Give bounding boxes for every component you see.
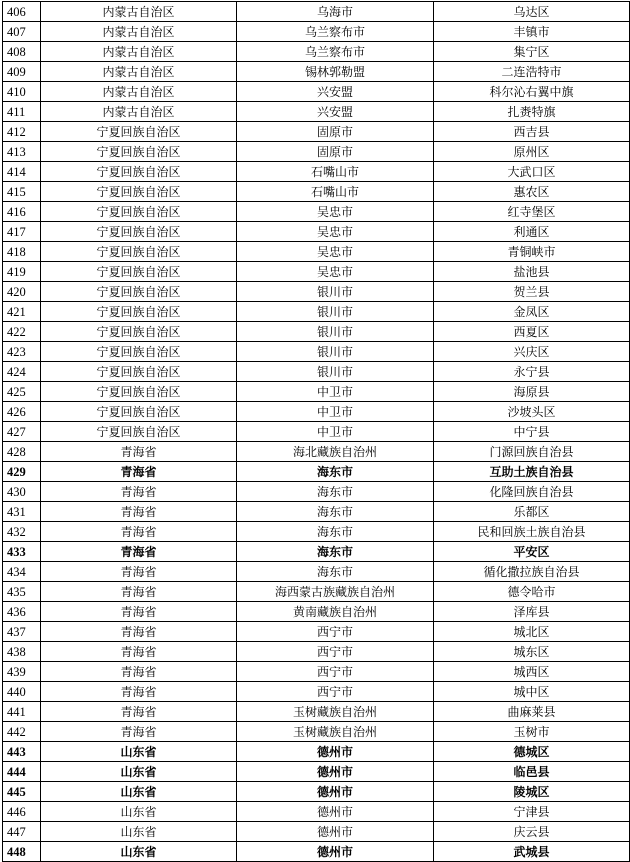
city-cell: 银川市 (237, 342, 434, 362)
province-cell: 山东省 (41, 802, 237, 822)
county-cell: 德城区 (434, 742, 630, 762)
province-cell: 青海省 (41, 602, 237, 622)
table-row (3, 482, 630, 502)
table-row (3, 42, 630, 62)
table-row (3, 822, 630, 842)
row-number-cell: 443 (3, 742, 41, 762)
city-cell: 海北藏族自治州 (237, 442, 434, 462)
row-number-cell: 441 (3, 702, 41, 722)
city-cell: 石嘴山市 (237, 162, 434, 182)
table-row (3, 222, 630, 242)
city-cell: 乌兰察布市 (237, 42, 434, 62)
county-cell: 盐池县 (434, 262, 630, 282)
province-cell: 山东省 (41, 822, 237, 842)
city-cell: 西宁市 (237, 662, 434, 682)
row-number-cell: 420 (3, 282, 41, 302)
row-number-cell: 421 (3, 302, 41, 322)
table-row (3, 722, 630, 742)
county-cell: 乌达区 (434, 2, 630, 22)
city-cell: 银川市 (237, 282, 434, 302)
city-cell: 海东市 (237, 502, 434, 522)
county-cell: 循化撒拉族自治县 (434, 562, 630, 582)
row-number-cell: 406 (3, 2, 41, 22)
row-number-cell: 415 (3, 182, 41, 202)
county-cell: 沙坡头区 (434, 402, 630, 422)
county-cell: 曲麻莱县 (434, 702, 630, 722)
province-cell: 青海省 (41, 662, 237, 682)
county-cell: 庆云县 (434, 822, 630, 842)
city-cell: 固原市 (237, 122, 434, 142)
province-cell: 青海省 (41, 542, 237, 562)
county-cell: 原州区 (434, 142, 630, 162)
city-cell: 德州市 (237, 742, 434, 762)
city-cell: 海东市 (237, 542, 434, 562)
city-cell: 德州市 (237, 782, 434, 802)
row-number-cell: 412 (3, 122, 41, 142)
county-cell: 青铜峡市 (434, 242, 630, 262)
county-cell: 金凤区 (434, 302, 630, 322)
city-cell: 中卫市 (237, 422, 434, 442)
row-number-cell: 422 (3, 322, 41, 342)
table-row (3, 402, 630, 422)
city-cell: 玉树藏族自治州 (237, 722, 434, 742)
county-cell: 西吉县 (434, 122, 630, 142)
row-number-cell: 413 (3, 142, 41, 162)
row-number-cell: 439 (3, 662, 41, 682)
city-cell: 银川市 (237, 322, 434, 342)
province-cell: 宁夏回族自治区 (41, 262, 237, 282)
province-cell: 青海省 (41, 442, 237, 462)
row-number-cell: 407 (3, 22, 41, 42)
row-number-cell: 428 (3, 442, 41, 462)
province-cell: 内蒙古自治区 (41, 42, 237, 62)
county-cell: 永宁县 (434, 362, 630, 382)
table-row (3, 62, 630, 82)
province-cell: 内蒙古自治区 (41, 102, 237, 122)
city-cell: 银川市 (237, 302, 434, 322)
province-cell: 内蒙古自治区 (41, 82, 237, 102)
row-number-cell: 418 (3, 242, 41, 262)
province-cell: 青海省 (41, 622, 237, 642)
table-row (3, 242, 630, 262)
county-cell: 西夏区 (434, 322, 630, 342)
city-cell: 西宁市 (237, 682, 434, 702)
county-cell: 二连浩特市 (434, 62, 630, 82)
county-cell: 民和回族土族自治县 (434, 522, 630, 542)
city-cell: 海东市 (237, 562, 434, 582)
table-row (3, 842, 630, 862)
city-cell: 银川市 (237, 362, 434, 382)
row-number-cell: 429 (3, 462, 41, 482)
province-cell: 青海省 (41, 462, 237, 482)
row-number-cell: 424 (3, 362, 41, 382)
row-number-cell: 440 (3, 682, 41, 702)
province-cell: 宁夏回族自治区 (41, 242, 237, 262)
row-number-cell: 436 (3, 602, 41, 622)
table-row (3, 122, 630, 142)
county-cell: 贺兰县 (434, 282, 630, 302)
county-cell: 城东区 (434, 642, 630, 662)
county-cell: 利通区 (434, 222, 630, 242)
table-row (3, 602, 630, 622)
city-cell: 海东市 (237, 462, 434, 482)
province-cell: 青海省 (41, 522, 237, 542)
row-number-cell: 434 (3, 562, 41, 582)
city-cell: 吴忠市 (237, 262, 434, 282)
table-row (3, 422, 630, 442)
row-number-cell: 417 (3, 222, 41, 242)
province-cell: 宁夏回族自治区 (41, 122, 237, 142)
row-number-cell: 446 (3, 802, 41, 822)
table-row (3, 82, 630, 102)
city-cell: 中卫市 (237, 382, 434, 402)
row-number-cell: 431 (3, 502, 41, 522)
province-cell: 青海省 (41, 582, 237, 602)
province-cell: 山东省 (41, 762, 237, 782)
row-number-cell: 409 (3, 62, 41, 82)
table-row (3, 682, 630, 702)
table-row (3, 162, 630, 182)
province-cell: 宁夏回族自治区 (41, 342, 237, 362)
table-row (3, 142, 630, 162)
row-number-cell: 432 (3, 522, 41, 542)
province-cell: 内蒙古自治区 (41, 22, 237, 42)
row-number-cell: 419 (3, 262, 41, 282)
table-row (3, 662, 630, 682)
city-cell: 海东市 (237, 482, 434, 502)
row-number-cell: 410 (3, 82, 41, 102)
row-number-cell: 425 (3, 382, 41, 402)
province-cell: 宁夏回族自治区 (41, 162, 237, 182)
row-number-cell: 408 (3, 42, 41, 62)
county-cell: 城中区 (434, 682, 630, 702)
county-cell: 城北区 (434, 622, 630, 642)
county-cell: 德令哈市 (434, 582, 630, 602)
city-cell: 兴安盟 (237, 82, 434, 102)
city-cell: 石嘴山市 (237, 182, 434, 202)
table-row (3, 322, 630, 342)
province-cell: 宁夏回族自治区 (41, 142, 237, 162)
county-cell: 兴庆区 (434, 342, 630, 362)
table-row (3, 802, 630, 822)
county-cell: 宁津县 (434, 802, 630, 822)
city-cell: 海西蒙古族藏族自治州 (237, 582, 434, 602)
county-cell: 互助土族自治县 (434, 462, 630, 482)
city-cell: 吴忠市 (237, 222, 434, 242)
county-cell: 海原县 (434, 382, 630, 402)
table-row (3, 442, 630, 462)
province-cell: 青海省 (41, 562, 237, 582)
table-row (3, 462, 630, 482)
county-cell: 科尔沁右翼中旗 (434, 82, 630, 102)
table-row (3, 562, 630, 582)
table-row (3, 762, 630, 782)
table-row (3, 2, 630, 22)
row-number-cell: 411 (3, 102, 41, 122)
city-cell: 德州市 (237, 842, 434, 862)
city-cell: 德州市 (237, 762, 434, 782)
county-cell: 玉树市 (434, 722, 630, 742)
table-row (3, 742, 630, 762)
city-cell: 德州市 (237, 802, 434, 822)
row-number-cell: 416 (3, 202, 41, 222)
region-table (2, 1, 630, 862)
city-cell: 海东市 (237, 522, 434, 542)
province-cell: 青海省 (41, 702, 237, 722)
city-cell: 西宁市 (237, 622, 434, 642)
county-cell: 泽库县 (434, 602, 630, 622)
region-table-body (3, 2, 630, 862)
table-row (3, 542, 630, 562)
row-number-cell: 444 (3, 762, 41, 782)
province-cell: 宁夏回族自治区 (41, 382, 237, 402)
county-cell: 红寺堡区 (434, 202, 630, 222)
county-cell: 化隆回族自治县 (434, 482, 630, 502)
province-cell: 青海省 (41, 682, 237, 702)
city-cell: 锡林郭勒盟 (237, 62, 434, 82)
county-cell: 扎赉特旗 (434, 102, 630, 122)
county-cell: 中宁县 (434, 422, 630, 442)
province-cell: 宁夏回族自治区 (41, 282, 237, 302)
city-cell: 玉树藏族自治州 (237, 702, 434, 722)
province-cell: 宁夏回族自治区 (41, 182, 237, 202)
county-cell: 城西区 (434, 662, 630, 682)
county-cell: 陵城区 (434, 782, 630, 802)
row-number-cell: 437 (3, 622, 41, 642)
province-cell: 宁夏回族自治区 (41, 302, 237, 322)
city-cell: 兴安盟 (237, 102, 434, 122)
province-cell: 青海省 (41, 482, 237, 502)
city-cell: 乌海市 (237, 2, 434, 22)
row-number-cell: 427 (3, 422, 41, 442)
table-row (3, 382, 630, 402)
table-row (3, 642, 630, 662)
city-cell: 乌兰察布市 (237, 22, 434, 42)
row-number-cell: 430 (3, 482, 41, 502)
county-cell: 大武口区 (434, 162, 630, 182)
city-cell: 中卫市 (237, 402, 434, 422)
province-cell: 宁夏回族自治区 (41, 362, 237, 382)
row-number-cell: 445 (3, 782, 41, 802)
county-cell: 集宁区 (434, 42, 630, 62)
table-row (3, 582, 630, 602)
table-row (3, 262, 630, 282)
county-cell: 惠农区 (434, 182, 630, 202)
county-cell: 武城县 (434, 842, 630, 862)
table-row (3, 362, 630, 382)
table-row (3, 622, 630, 642)
row-number-cell: 435 (3, 582, 41, 602)
city-cell: 西宁市 (237, 642, 434, 662)
city-cell: 德州市 (237, 822, 434, 842)
city-cell: 吴忠市 (237, 242, 434, 262)
province-cell: 山东省 (41, 782, 237, 802)
province-cell: 内蒙古自治区 (41, 2, 237, 22)
table-row (3, 342, 630, 362)
county-cell: 丰镇市 (434, 22, 630, 42)
county-cell: 门源回族自治县 (434, 442, 630, 462)
city-cell: 黄南藏族自治州 (237, 602, 434, 622)
row-number-cell: 438 (3, 642, 41, 662)
city-cell: 固原市 (237, 142, 434, 162)
row-number-cell: 433 (3, 542, 41, 562)
province-cell: 青海省 (41, 642, 237, 662)
province-cell: 山东省 (41, 842, 237, 862)
table-row (3, 522, 630, 542)
province-cell: 宁夏回族自治区 (41, 202, 237, 222)
row-number-cell: 414 (3, 162, 41, 182)
table-row (3, 182, 630, 202)
province-cell: 青海省 (41, 502, 237, 522)
county-cell: 乐都区 (434, 502, 630, 522)
table-row (3, 502, 630, 522)
county-cell: 临邑县 (434, 762, 630, 782)
table-row (3, 302, 630, 322)
row-number-cell: 423 (3, 342, 41, 362)
county-cell: 平安区 (434, 542, 630, 562)
table-row (3, 22, 630, 42)
province-cell: 宁夏回族自治区 (41, 422, 237, 442)
row-number-cell: 447 (3, 822, 41, 842)
province-cell: 青海省 (41, 722, 237, 742)
province-cell: 山东省 (41, 742, 237, 762)
province-cell: 宁夏回族自治区 (41, 322, 237, 342)
province-cell: 宁夏回族自治区 (41, 402, 237, 422)
province-cell: 宁夏回族自治区 (41, 222, 237, 242)
table-row (3, 202, 630, 222)
table-row (3, 782, 630, 802)
row-number-cell: 442 (3, 722, 41, 742)
city-cell: 吴忠市 (237, 202, 434, 222)
table-row (3, 702, 630, 722)
table-row (3, 102, 630, 122)
row-number-cell: 426 (3, 402, 41, 422)
province-cell: 内蒙古自治区 (41, 62, 237, 82)
table-row (3, 282, 630, 302)
row-number-cell: 448 (3, 842, 41, 862)
